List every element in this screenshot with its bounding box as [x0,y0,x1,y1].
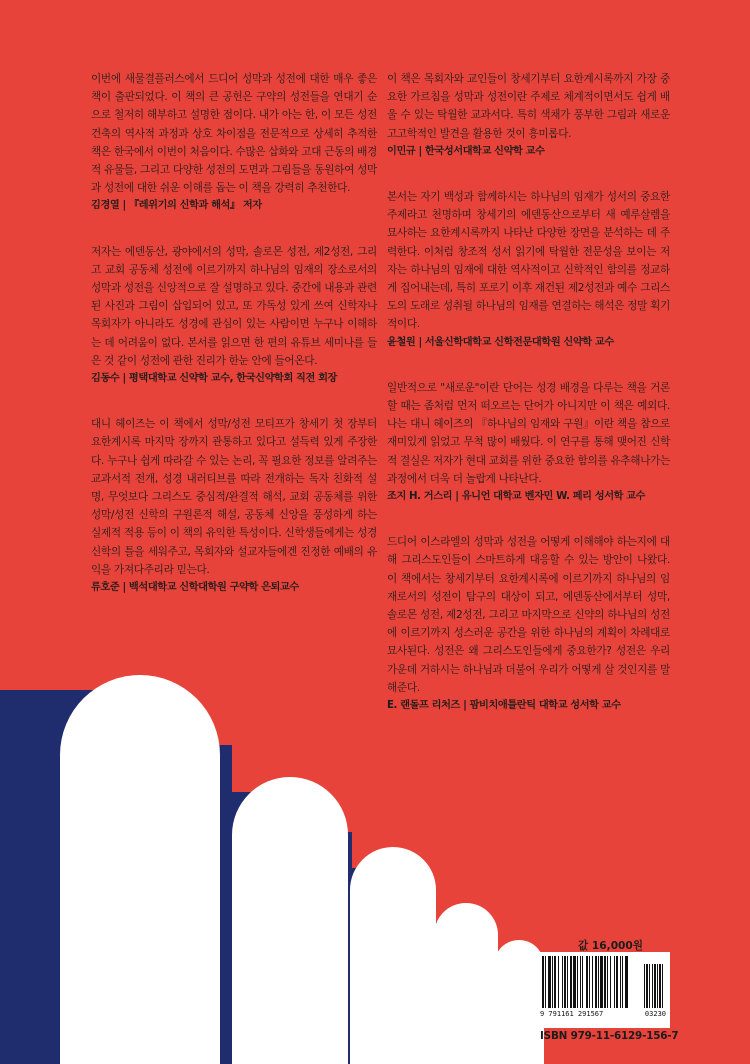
blurb [91,70,377,216]
left-column [91,70,377,624]
barcode-addon-bar [659,964,661,1008]
blurb-text: 이 책은 목회자와 교인들이 창세기부터 요한계시록까지 가장 중요한 가르침을 성막과 성전이란 주제로 체계적이면서도 쉽게 배울 수 있는 탁월한 교과서다. 특히 색채가 풍부한 그림과 새로운 고고학적인 발견을 활용한 것이 흥미롭다. [387,73,670,140]
price-label: 값 16,000원 [578,940,644,952]
barcode-bar [586,956,588,1008]
blurb-text: 일반적으로 "새로운"이란 단어는 성경 배경을 다루는 책을 거론할 때는 좀처럼 먼저 떠오르는 단어가 아니지만 이 책은 예외다. 나는 대니 헤이즈의 『하나님의 임재와 구원』이란 책을 참으로 재미있게 읽었고 무척 많이 배웠다. 이 연구를 통해 맺어진 신학적 결실은 저자가 현대 교회를 위한 중요한 함의를 유추해나가는 과정에서 더욱 더 놀랍게 나타난다. [387,381,670,485]
barcode-addon-bar [657,964,658,1008]
blurb-author: 이민규 | 한국성서대학교 신약학 교수 [387,145,545,157]
barcode-addon-bar [652,964,653,1008]
arch-1 [60,675,220,1064]
barcode-bar [548,956,551,1008]
barcode-bar [620,956,621,1008]
barcode-digits [540,1010,666,1018]
barcode-bars [540,956,666,1010]
barcode-bar [616,956,618,1008]
right-column [387,70,670,742]
blurb-text: 이번에 새물결플러스에서 드디어 성막과 성전에 대한 매우 좋은 책이 출판되었다. 이 책의 큰 공헌은 구약의 성전들을 연대기 순으로 철저히 해부하고 설명한 점이다. 내가 아는 한, 이 모든 성전 건축의 역사적 과정과 상호 차이점을 전문적으로 상세히 추적한 책은 한국에서 이번이 처음이다. 수많은 삽화와 고대 근동의 배경적 유물들, 그리고 다양한 성전의 도면과 그림들을 동원하여 성막과 성전에 대한 쉬운 이해를 돕는 이 책을 강력히 추천한다. [91,73,377,195]
barcode-bar [577,956,578,1008]
blurb [91,243,377,389]
blurb-text: 저자는 에덴동산, 광야에서의 성막, 솔로몬 성전, 제2성전, 그리고 교회 공동체 성전에 이르기까지 하나님의 임재의 장소로서의 성막과 성전을 신앙적으로 잘 설명하고 있다. 중간에 내용과 관련된 사진과 그림이 삽입되어 있고, 또 가독성 있게 쓰여 신학자나 목회자가 아니라도 성경에 관심이 있는 사람이면 누구나 이해하는 데 어려움이 없다. 본서를 읽으면 한 편의 유튜브 세미나를 들은 것 같이 성전에 관한 진리가 한눈 안에 들어온다. [91,245,377,367]
blurb-text: 본서는 자기 백성과 함께하시는 하나님의 임재가 성서의 중요한 주제라고 천명하며 창세기의 에덴동산으로부터 새 예루살렘을 묘사하는 요한계시록까지 나타난 다양한 장면을 분석하는 데 주력한다. 이처럼 창조적 성서 읽기에 탁월한 전문성을 보이는 저자는 하나님의 임재에 대한 역사적이고 신학적인 함의를 정교하게 집어내는데, 특히 포로기 이후 재건된 제2성전과 예수 그리스도의 도래로 성취될 하나님의 임재를 연결하는 해석은 정말 획기적이다. [387,191,670,331]
barcode-bar [570,956,572,1008]
barcode [536,952,670,1028]
barcode-bar [592,956,593,1008]
blurb [387,533,670,715]
barcode-bar [598,956,599,1008]
barcode-addon-bar [662,964,663,1008]
barcode-addon-bar [646,964,648,1008]
barcode-bar [554,956,556,1008]
barcode-bar [589,956,590,1008]
blurb-author: 김경열 | 『레위기의 신학과 해석』 저자 [91,200,262,212]
barcode-addon-bar [654,964,656,1008]
blurb [91,415,377,597]
barcode-bar [564,956,566,1008]
blurb-author: 김동수 | 평택대학교 신약학 교수, 한국신약학회 직전 회장 [91,373,337,385]
barcode-bar [580,956,581,1008]
arch-3 [350,847,436,1064]
barcode-bar [625,956,628,1008]
blurb-author: 윤철원 | 서울신학대학교 신학전문대학원 신약학 교수 [387,336,614,348]
barcode-bar [545,956,546,1008]
barcode-addon-bar [649,964,650,1008]
blurb-author: E. 랜돌프 리처즈 | 팜비치애틀란틱 대학교 성서학 교수 [387,700,621,712]
barcode-bar [562,956,563,1008]
blurb-text: 드디어 이스라엘의 성막과 성전을 어떻게 이해해야 하는지에 대해 그리스도인들이 스마트하게 대응할 수 있는 방안이 나왔다. 이 책에서는 창세기부터 요한계시록에 이르기까지 하나님의 임재로서의 성전이 탐구의 대상이 되고, 에덴동산에서부터 성막, 솔로몬 성전, 제2성전, 그리고 마지막으로 신약의 하나님의 성전에 이르기까지 성스러운 공간을 위한 하나님의 계획이 차례대로 묘사된다. 성전은 왜 그리스도인들에게 중요한가? 성전은 우리 가운데 거하시는 하나님과 더불어 우리가 어떻게 살 것인지를 말해준다. [387,536,670,694]
barcode-bar [600,956,603,1008]
barcode-addon: 03230 [644,1010,666,1018]
barcode-bar [582,956,583,1008]
blurb-author: 조지 H. 거스리 | 유니언 대학교 벤자민 W. 페리 성서학 교수 [387,491,646,503]
barcode-bar [595,956,597,1008]
blurb-author: 류호준 | 백석대학교 신학대학원 구약학 은퇴교수 [91,582,299,594]
barcode-bar [614,956,615,1008]
barcode-bar [542,956,544,1008]
barcode-bar [607,956,608,1008]
arch-2 [232,777,348,1064]
blurb [387,188,670,352]
barcode-bar [610,956,611,1008]
barcode-addon-bar [644,964,645,1008]
barcode-bar [573,956,576,1008]
barcode-bar [558,956,559,1008]
blurb [387,379,670,506]
barcode-bar [604,956,606,1008]
barcode-bar [567,956,568,1008]
arch-4 [434,903,498,1064]
barcode-bar [552,956,553,1008]
blurb [387,70,670,161]
barcode-bar [622,956,623,1008]
barcode-number: 9 791161 291567 [540,1010,604,1018]
blurb-text: 대니 헤이즈는 이 책에서 성막/성전 모티프가 창세기 첫 장부터 요한계시록 마지막 장까지 관통하고 있다고 설득력 있게 주장한다. 누구나 쉽게 따라갈 수 있는 논리, 꼭 필요한 정보를 알려주는 교과서적 전개, 성경 내러티브를 따라 전개하는 독자 친화적 설명, 무엇보다 그리스도 중심적/완결적 해석, 교회 공동체를 위한 성막/성전 신학의 구원론적 해설, 공동체 신앙을 풍성하게 하는 실제적 적용 등이 이 책의 유익한 특성이다. 신학생들에게는 성경신학의 틀을 세워주고, 목회자와 설교자들에겐 진정한 예배의 유익을 가져다주리라 믿는다. [91,418,377,576]
isbn-label: ISBN 979-11-6129-156-7 [540,1030,679,1042]
